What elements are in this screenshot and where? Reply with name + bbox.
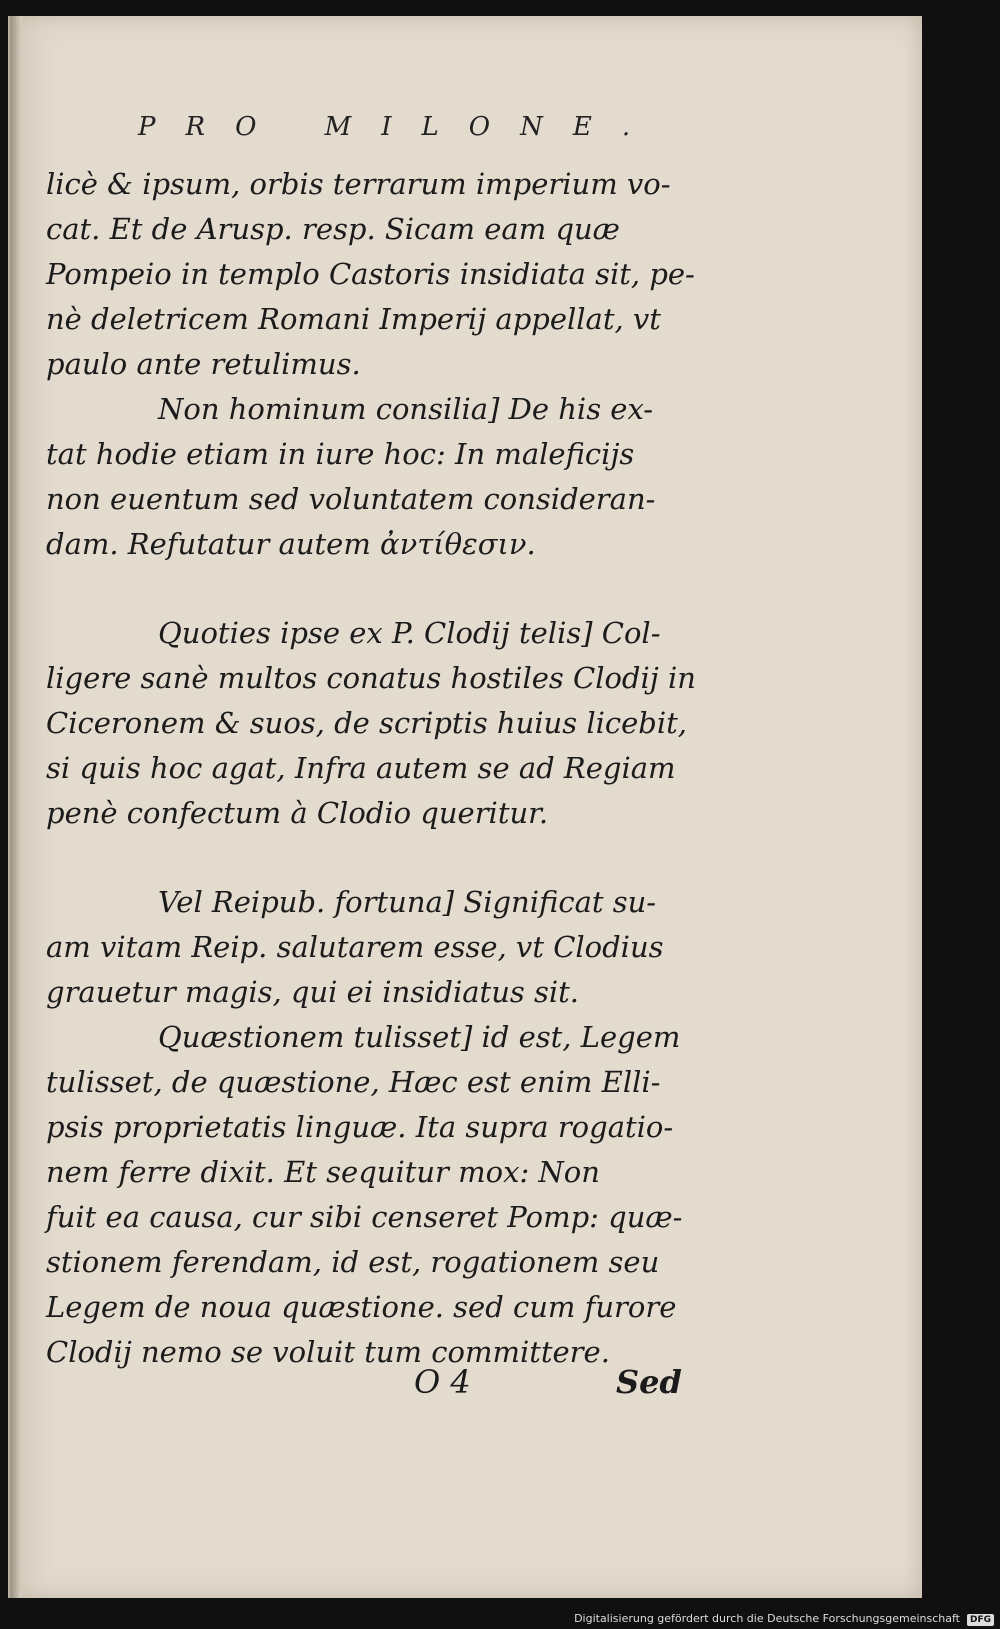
lemma-line: Quoties ipse ex P. Clodij telis] Col- <box>158 616 661 650</box>
paragraph-gap <box>46 836 686 880</box>
text-line: tulisset, de quæstione, Hæc est enim Elli- <box>46 1065 661 1099</box>
catchword: Sed <box>616 1363 682 1401</box>
text-line: grauetur magis, qui ei insidiatus sit. <box>46 975 580 1009</box>
book-page <box>8 16 922 1598</box>
text-line: licè & ipsum, orbis terrarum imperium vo- <box>46 167 671 201</box>
dfg-logo-icon: DFG <box>967 1614 994 1626</box>
text-line: si quis hoc agat, Infra autem se ad Regiam <box>46 751 676 785</box>
lemma-line: Non hominum consilia] De his ex- <box>158 392 654 426</box>
text-line: Clodij nemo se voluit tum committere. <box>46 1335 610 1369</box>
text-line: psis proprietatis linguæ. Ita supra rogatio- <box>46 1110 674 1144</box>
page-spine <box>10 16 22 1598</box>
text-line: am vitam Reip. salutarem esse, vt Clodius <box>46 930 664 964</box>
text-line: Pompeio in templo Castoris insidiata sit, pe- <box>46 257 695 291</box>
text-line: paulo ante retulimus. <box>46 347 361 381</box>
paragraph-gap <box>46 567 686 611</box>
text-line: ligere sanè multos conatus hostiles Clodij in <box>46 661 696 695</box>
text-line: dam. Refutatur autem ἀντίθεσιν. <box>46 527 536 561</box>
lemma-line: Vel Reipub. fortuna] Significat su- <box>158 885 657 919</box>
running-header: PRO MILONE. <box>138 112 661 142</box>
signature-mark: O 4 <box>414 1363 471 1401</box>
text-line: tat hodie etiam in iure hoc: In maleficijs <box>46 437 635 471</box>
text-line: fuit ea causa, cur sibi censeret Pomp: quæ- <box>46 1200 683 1234</box>
text-line: nem ferre dixit. Et sequitur mox: Non <box>46 1155 600 1189</box>
text-line: Legem de noua quæstione. sed cum furore <box>46 1290 677 1324</box>
text-block <box>46 162 696 1375</box>
lemma-line: Quæstionem tulisset] id est, Legem <box>158 1020 681 1054</box>
text-line: penè confectum à Clodio queritur. <box>46 796 549 830</box>
text-line: cat. Et de Arusp. resp. Sicam eam quæ <box>46 212 620 246</box>
text-line: stionem ferendam, id est, rogationem seu <box>46 1245 660 1279</box>
text-line: non euentum sed voluntatem consideran- <box>46 482 656 516</box>
digitization-credit: Digitalisierung gefördert durch die Deutsche Forschungsgemeinschaft <box>574 1612 960 1625</box>
text-line: Ciceronem & suos, de scriptis huius licebit, <box>46 706 687 740</box>
text-line: nè deletricem Romani Imperij appellat, vt <box>46 302 661 336</box>
